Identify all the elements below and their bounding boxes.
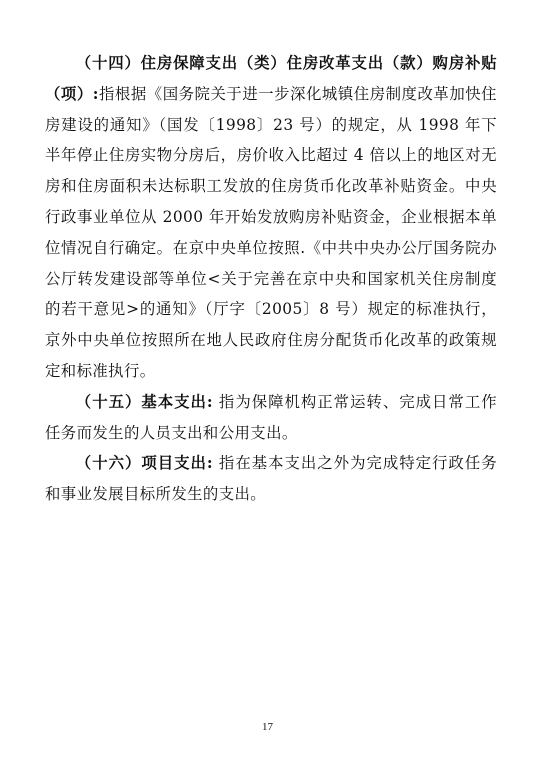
page-number: 17 [262, 721, 273, 733]
paragraph-body: 指根据《国务院关于进一步深化城镇住房制度改革加快住房建设的通知》（国发〔1998〕23 号）的规定，从 1998 年下半年停止住房实物分房后，房价收入比超过 4 倍以上的地区对无房和住房面积未达标职工发放的住房货币化改革补贴资金。中央行政事业单位从 2000 年开始发放购房补贴资金，企业根据本单位情况自行确定。在京中央单位按照.《中共中央办公厅国务院办公厅转发建设部等单位<关于完善在京中央和国家机关住房制度的若干意见>的通知》（厅字〔2005〕8 号）规定的标准执行，京外中央单位按照所在地人民政府住房分配货币化改革的政策规定和标准执行。 [45, 84, 497, 380]
paragraph-body: 指在基本支出之外为完成特定行政任务和事业发展目标所发生的支出。 [45, 454, 497, 504]
paragraph-heading: （十四）住房保障支出（类）住房改革支出（款）购房补贴（项）: [45, 54, 497, 103]
body-text [45, 48, 497, 510]
paragraph-body: 指为保障机构正常运转、完成日常工作任务而发生的人员支出和公用支出。 [45, 392, 497, 442]
paragraph-heading: （十六）项目支出: [75, 454, 214, 473]
paragraph-basic-expenditure [45, 387, 497, 449]
paragraph-housing-subsidy [45, 48, 497, 387]
paragraph-heading: （十五）基本支出: [75, 392, 214, 411]
paragraph-project-expenditure [45, 448, 497, 510]
